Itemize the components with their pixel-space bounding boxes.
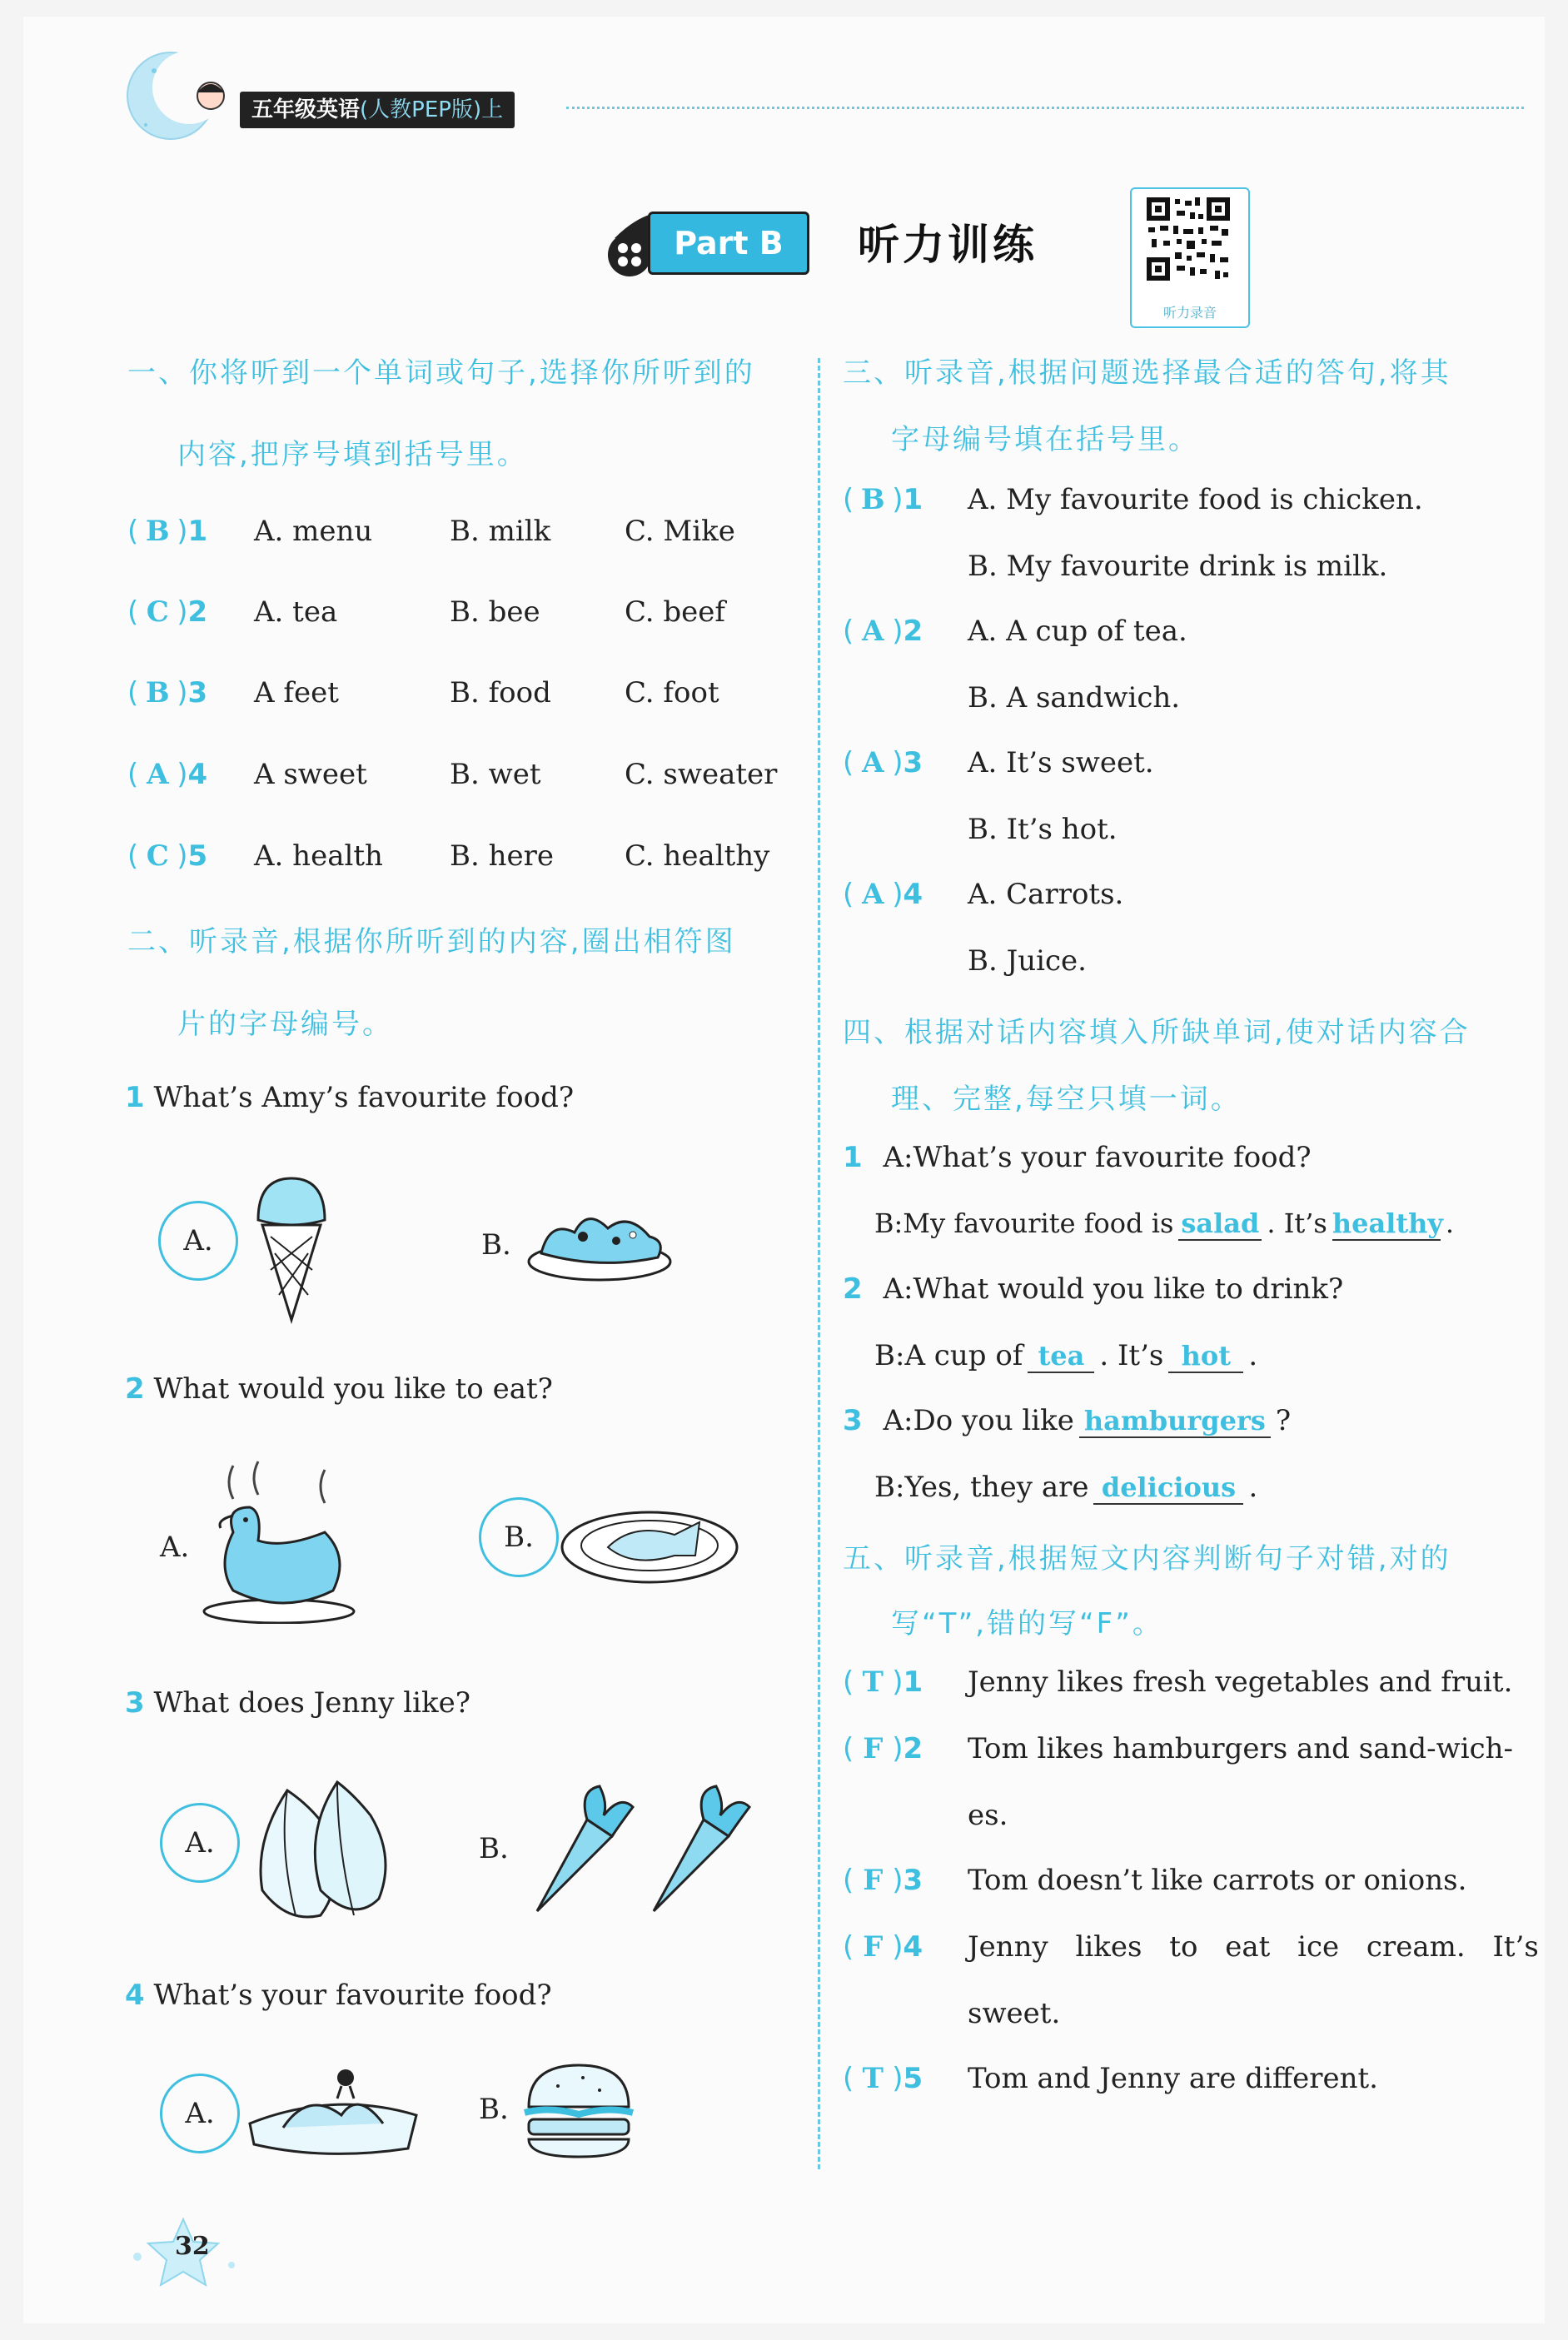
dialogue-1-answer	[874, 1207, 1454, 1241]
option-c: C. beef	[625, 595, 726, 629]
option-a-circled[interactable]: A.	[160, 1803, 240, 1883]
question-number: 1	[125, 1081, 145, 1114]
picture-question	[125, 1686, 470, 1720]
option-a: A. A cup of tea.	[968, 615, 1187, 648]
answer: F	[863, 1864, 884, 1897]
option-a: A. Carrots.	[968, 878, 1124, 911]
item-number: 2	[903, 615, 923, 648]
section2-instruction-1: 二、听录音,根据你所听到的内容,圈出相符图	[127, 925, 736, 958]
statement-continuation: sweet.	[968, 1997, 1061, 2030]
option-b: B. My favourite drink is milk.	[968, 550, 1388, 583]
item-number: 3	[903, 746, 923, 779]
section2-instruction-2: 片的字母编号。	[177, 1008, 393, 1041]
section5-item: ( T )5	[843, 2062, 923, 2095]
option-b: B. It’s hot.	[968, 813, 1118, 846]
statement-continuation: es.	[968, 1799, 1008, 1832]
section5-item: ( F )4	[843, 1930, 923, 1964]
section1-item: ( C )5	[127, 839, 208, 873]
answer: A	[147, 758, 169, 791]
section5-item: ( F )3	[843, 1864, 923, 1897]
option-a-label: A.	[160, 1531, 190, 1564]
option-a: A. menu	[254, 515, 373, 548]
option-c: C. sweater	[625, 758, 778, 791]
answer: F	[863, 1930, 884, 1964]
picture-question	[125, 1081, 574, 1114]
noodles-icon	[241, 2057, 425, 2165]
answer: C	[146, 839, 169, 873]
dialogue-text: .	[1445, 1207, 1454, 1239]
dialogue-text: .	[1248, 1339, 1258, 1372]
section3-item: ( A )2	[843, 615, 923, 648]
question-number: 3	[125, 1686, 145, 1720]
onions-icon	[237, 1765, 404, 1932]
section1-instruction-2: 内容,把序号填到括号里。	[177, 438, 528, 471]
section1-item: ( B )3	[127, 676, 208, 709]
question-number: 2	[125, 1372, 145, 1406]
statement: Jenny likes to eat ice cream. It’s	[968, 1930, 1539, 1964]
ice-cream-icon	[241, 1170, 341, 1328]
option-c: C. foot	[625, 676, 719, 709]
option-a: A. tea	[254, 595, 338, 629]
section3-item: ( A )3	[843, 746, 923, 779]
option-b: B. A sandwich.	[968, 681, 1181, 714]
part-badge	[598, 205, 810, 275]
item-number: 5	[903, 2062, 923, 2095]
option-b-label: B.	[481, 1228, 511, 1262]
question-text: What’s Amy’s favourite food?	[153, 1081, 575, 1114]
answer: A	[862, 746, 884, 779]
section1-item: ( A )4	[127, 758, 208, 791]
answer: A	[862, 878, 884, 911]
question-text: What would you like to eat?	[153, 1372, 553, 1406]
dialogue-2-answer	[874, 1339, 1257, 1373]
dialogue-2-question	[843, 1272, 1343, 1306]
answer: B	[860, 483, 885, 516]
answer: F	[863, 1732, 884, 1765]
section3-item: ( A )4	[843, 878, 923, 911]
option-b-circled[interactable]: B.	[479, 1497, 559, 1577]
question-text: What does Jenny like?	[153, 1686, 470, 1720]
dialogue-text: . It’s	[1099, 1339, 1164, 1372]
section5-instruction-2: 写“T”,错的写“F”。	[891, 1607, 1163, 1640]
item-number: 4	[903, 878, 923, 911]
section1-item: ( C )2	[127, 595, 208, 629]
option-b: B. Juice.	[968, 944, 1087, 978]
item-number: 2	[903, 1732, 923, 1765]
item-number: 1	[903, 483, 923, 516]
item-number: 3	[187, 676, 208, 709]
section3-instruction-2: 字母编号填在括号里。	[891, 423, 1199, 456]
item-number: 1	[843, 1141, 863, 1174]
qr-code[interactable]	[1130, 187, 1250, 328]
option-a: A sweet	[254, 758, 367, 791]
item-number: 3	[903, 1864, 923, 1897]
answer: T	[862, 2062, 884, 2095]
dialogue-3-question	[843, 1404, 1291, 1438]
item-number: 1	[903, 1665, 923, 1699]
item-number: 4	[187, 758, 208, 791]
hamburger-icon	[516, 2061, 641, 2161]
roast-chicken-icon	[200, 1457, 358, 1624]
picture-question	[125, 1372, 553, 1406]
section3-item: ( B )1	[843, 483, 923, 516]
item-number: 3	[843, 1404, 863, 1437]
option-a: A. My favourite food is chicken.	[968, 483, 1423, 516]
answer-blank[interactable]: healthy	[1332, 1207, 1443, 1239]
section5-item: ( T )1	[843, 1665, 923, 1699]
answer: A	[862, 615, 884, 648]
column-divider	[818, 358, 820, 2169]
dialogue-3-answer	[874, 1471, 1257, 1505]
item-number: 2	[843, 1272, 863, 1306]
qr-code-icon	[1132, 189, 1245, 289]
option-a: A. health	[254, 839, 383, 873]
item-number: 4	[903, 1930, 923, 1964]
answer-blank[interactable]: hamburgers	[1079, 1405, 1271, 1438]
item-number: 5	[187, 839, 208, 873]
answer-blank[interactable]: salad	[1178, 1207, 1262, 1241]
statement: Tom and Jenny are different.	[968, 2062, 1378, 2095]
section4-instruction-2: 理、完整,每空只填一词。	[891, 1083, 1242, 1116]
option-b: B. here	[450, 839, 554, 873]
question-text: What’s your favourite food?	[153, 1979, 552, 2012]
question-number: 4	[125, 1979, 145, 2012]
section1-instruction-1: 一、你将听到一个单词或句子,选择你所听到的	[127, 356, 755, 390]
option-c: C. Mike	[625, 515, 735, 548]
answer: C	[146, 595, 169, 629]
answer-blank[interactable]: delicious	[1093, 1471, 1243, 1505]
option-b: B. wet	[450, 758, 541, 791]
page-title: 听力训练	[858, 221, 1038, 269]
option-a: A feet	[254, 676, 339, 709]
answer: B	[145, 676, 170, 709]
book-edition: (人教PEP版)上	[360, 97, 504, 122]
option-a-circled[interactable]: A.	[158, 1201, 238, 1281]
section5-item: ( F )2	[843, 1732, 923, 1765]
dialogue-line-b: B:A cup of	[874, 1339, 1023, 1372]
option-b-label: B.	[479, 2093, 509, 2126]
item-number: 2	[187, 595, 208, 629]
option-a: A. It’s sweet.	[968, 746, 1154, 779]
book-name: 五年级英语	[251, 97, 361, 122]
fish-plate-icon	[558, 1497, 741, 1589]
salad-icon	[525, 1203, 674, 1287]
answer-blank[interactable]: hot	[1168, 1340, 1243, 1373]
statement: Jenny likes fresh vegetables and fruit.	[968, 1665, 1513, 1699]
answer-blank[interactable]: tea	[1028, 1340, 1094, 1373]
dialogue-1-question	[843, 1141, 1312, 1174]
dialogue-text: ?	[1275, 1404, 1292, 1437]
option-b: B. bee	[450, 595, 540, 629]
picture-question	[125, 1979, 552, 2012]
section1-item: ( B )1	[127, 515, 208, 548]
dialogue-line-b: B:Yes, they are	[874, 1471, 1089, 1504]
answer: B	[145, 515, 170, 548]
dialogue-line-a: A:What’s your favourite food?	[883, 1141, 1312, 1174]
carrots-icon	[520, 1778, 762, 1919]
qr-caption: 听力录音	[1162, 305, 1217, 321]
header-divider	[566, 107, 1524, 109]
option-b: B. milk	[450, 515, 551, 548]
statement: Tom likes hamburgers and sand-wich-	[968, 1732, 1514, 1765]
section5-instruction-1: 五、听录音,根据短文内容判断句子对错,对的	[843, 1542, 1451, 1576]
statement: Tom doesn’t like carrots or onions.	[968, 1864, 1467, 1897]
dialogue-text: .	[1248, 1471, 1258, 1504]
dialogue-text: . It’s	[1267, 1207, 1327, 1239]
page-number: 32	[175, 2232, 210, 2261]
section4-instruction-1: 四、根据对话内容填入所缺单词,使对话内容合	[843, 1016, 1471, 1049]
moon-girl-icon	[121, 46, 246, 146]
answer: T	[862, 1665, 884, 1699]
part-label: Part B	[648, 212, 809, 275]
option-a-circled[interactable]: A.	[160, 2074, 240, 2153]
book-label	[240, 92, 515, 128]
dialogue-line-a: A:Do you like	[883, 1404, 1074, 1437]
option-b-label: B.	[479, 1832, 509, 1865]
dialogue-line-b: B:My favourite food is	[874, 1207, 1174, 1239]
item-number: 1	[187, 515, 208, 548]
option-c: C. healthy	[625, 839, 770, 873]
section3-instruction-1: 三、听录音,根据问题选择最合适的答句,将其	[843, 356, 1451, 390]
dialogue-line-a: A:What would you like to drink?	[883, 1272, 1344, 1306]
option-b: B. food	[450, 676, 551, 709]
